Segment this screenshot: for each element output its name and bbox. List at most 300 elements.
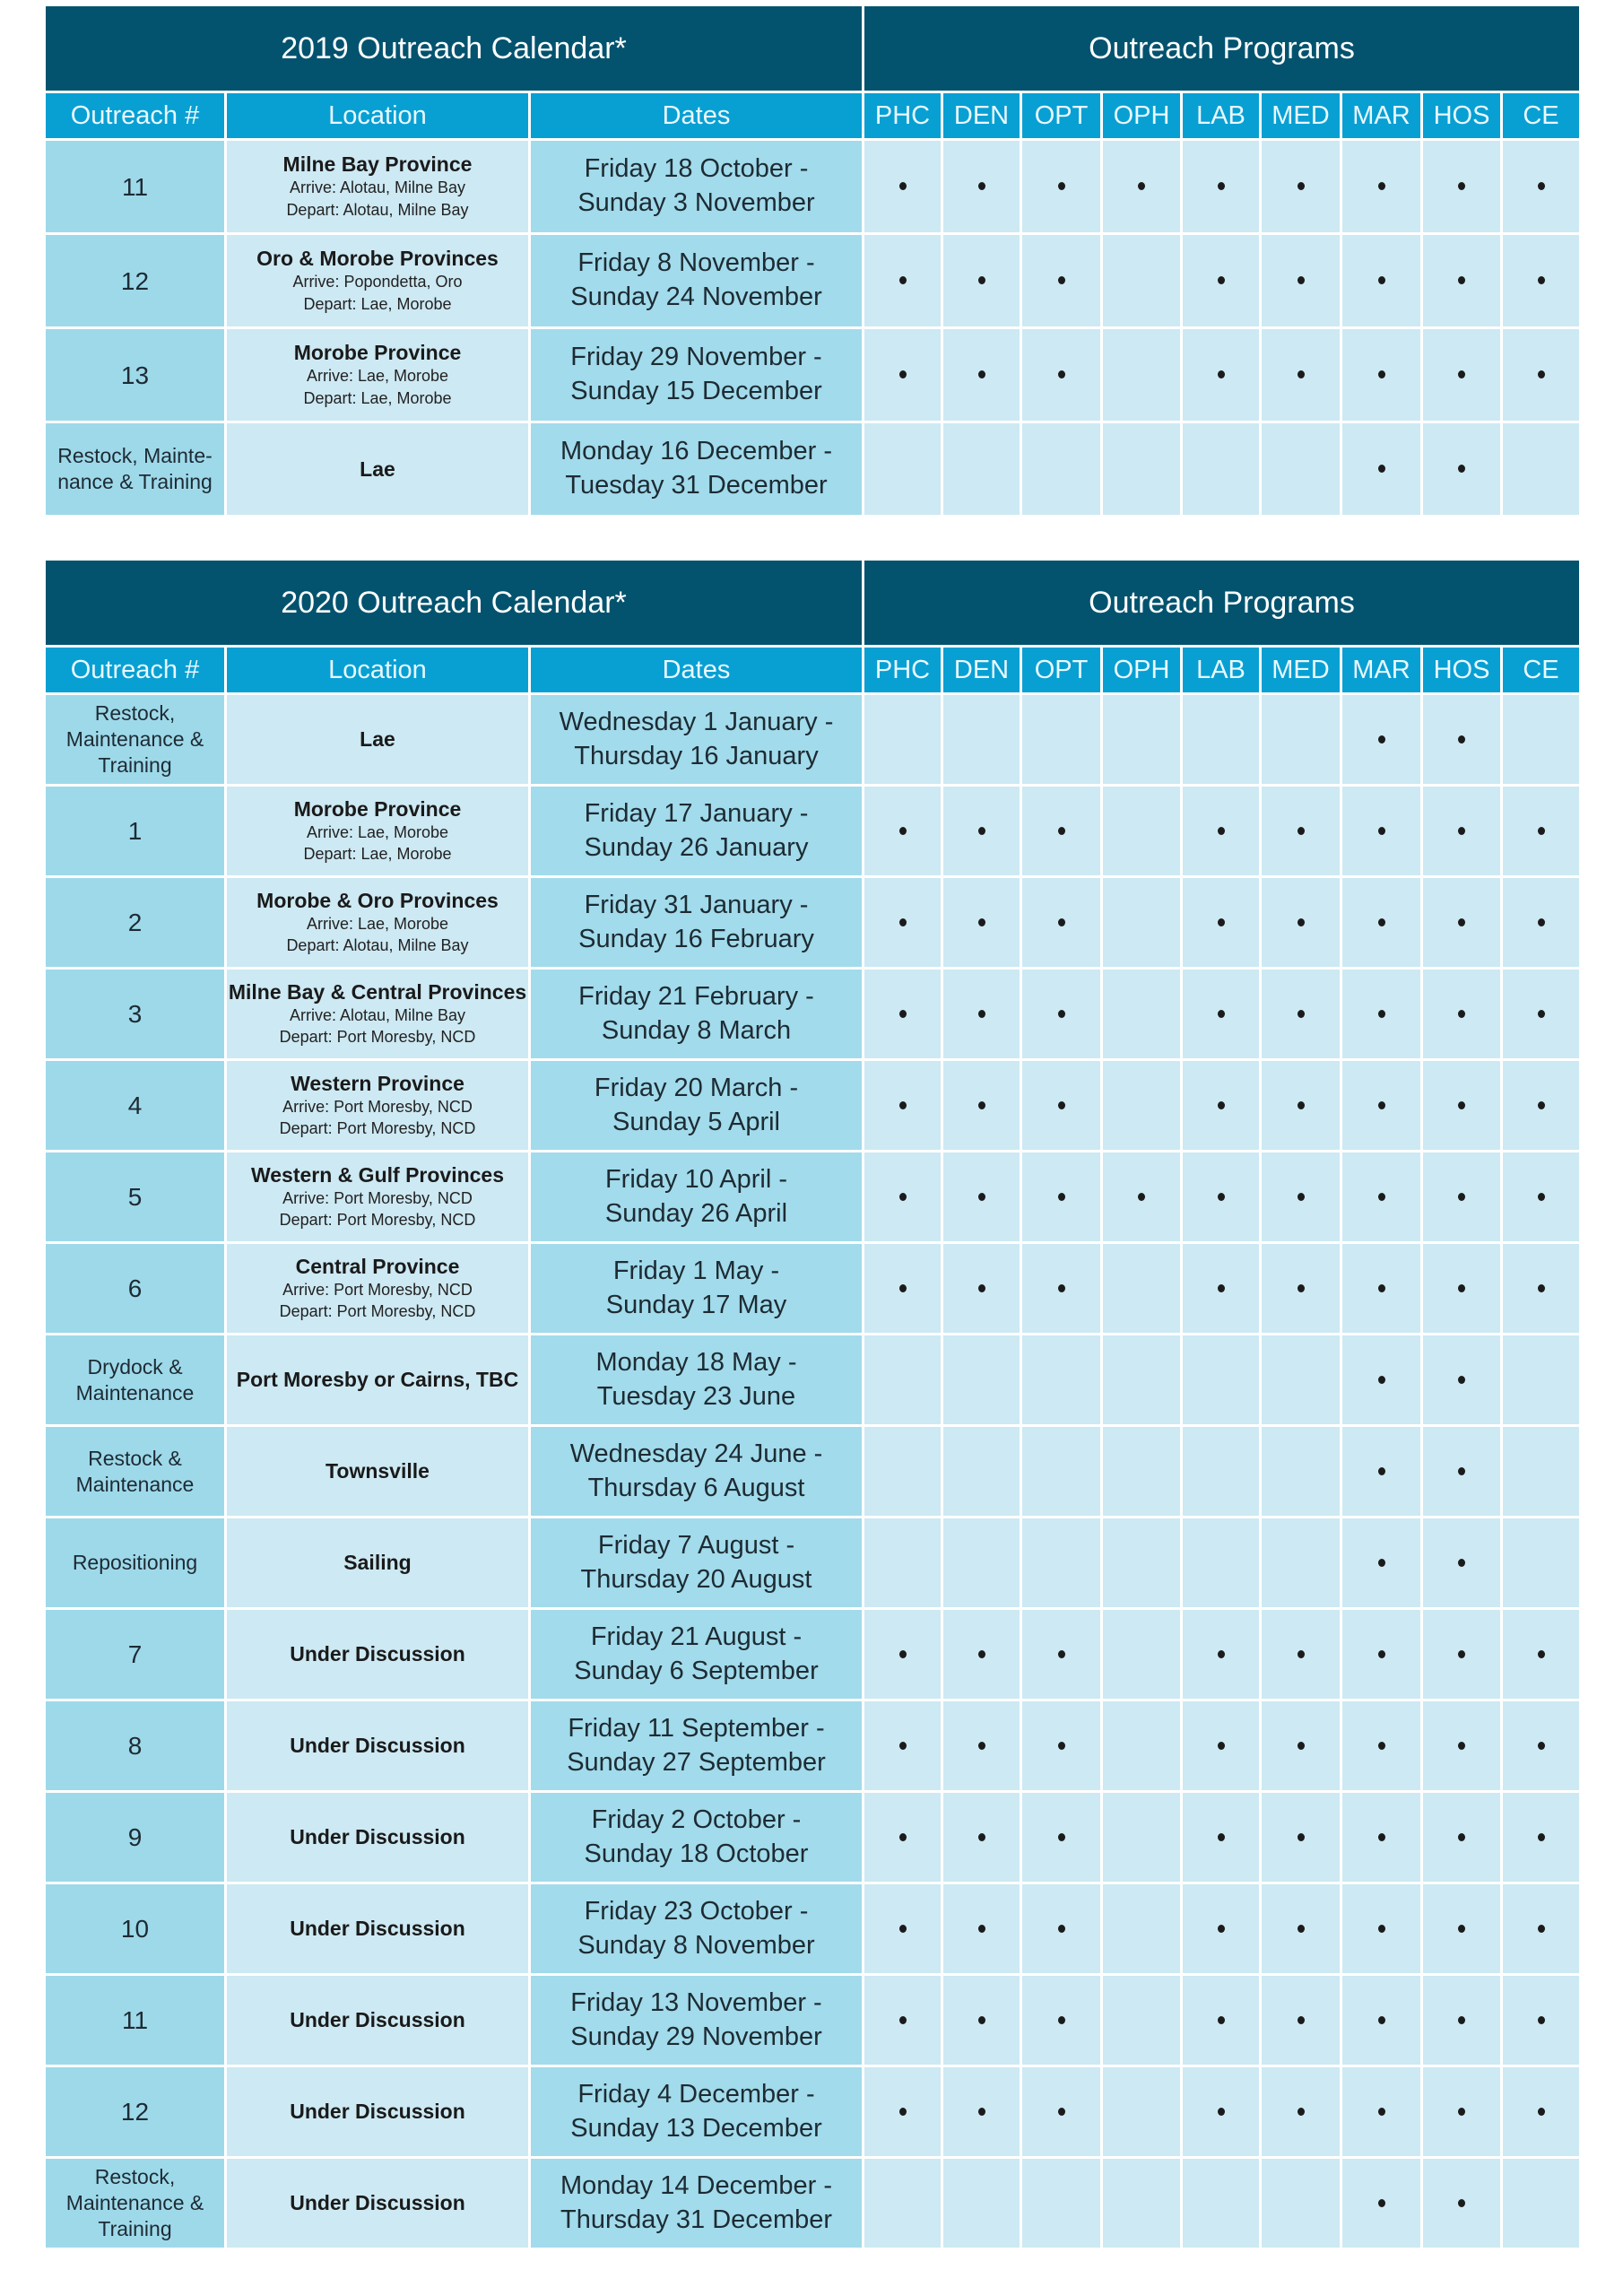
date-end: Thursday 31 December bbox=[560, 2205, 833, 2234]
table-row bbox=[45, 1426, 1581, 1518]
bullet-dot-icon bbox=[1298, 370, 1305, 378]
program-cell-hos bbox=[1422, 1609, 1502, 1700]
outreach-number: 13 bbox=[45, 328, 226, 422]
program-cell-med bbox=[1261, 786, 1341, 877]
program-cell-den bbox=[942, 1152, 1021, 1243]
bullet-dot-icon bbox=[1218, 1101, 1225, 1109]
bullet-dot-icon bbox=[899, 370, 907, 378]
bullet-dot-icon bbox=[978, 1650, 985, 1658]
program-cell-den bbox=[942, 1975, 1021, 2066]
program-cell-oph bbox=[1102, 1883, 1182, 1975]
bullet-dot-icon bbox=[1458, 276, 1465, 284]
program-cell-mar bbox=[1341, 1792, 1422, 1883]
program-cell-phc bbox=[864, 1060, 942, 1152]
bullet-dot-icon bbox=[1298, 276, 1305, 284]
table-row bbox=[45, 1335, 1581, 1426]
bullet-dot-icon bbox=[1538, 1925, 1545, 1933]
location-cell bbox=[226, 1243, 530, 1335]
program-cell-lab bbox=[1182, 1152, 1261, 1243]
location-name: Lae bbox=[360, 727, 395, 751]
bullet-dot-icon bbox=[1458, 827, 1465, 835]
table-row bbox=[45, 140, 1581, 234]
program-cell-ce bbox=[1502, 1518, 1581, 1609]
program-cell-phc bbox=[864, 1243, 942, 1335]
table-row bbox=[45, 2158, 1581, 2249]
program-cell-phc bbox=[864, 1700, 942, 1792]
location-cell bbox=[226, 1700, 530, 1792]
bullet-dot-icon bbox=[1058, 1925, 1065, 1933]
program-cell-med bbox=[1261, 1060, 1341, 1152]
date-end: Thursday 16 January bbox=[574, 741, 819, 770]
bullet-dot-icon bbox=[1378, 1101, 1385, 1109]
calendar-title: 2020 Outreach Calendar* bbox=[45, 560, 864, 647]
program-cell-med bbox=[1261, 969, 1341, 1060]
bullet-dot-icon bbox=[1458, 918, 1465, 926]
program-cell-opt bbox=[1021, 1700, 1102, 1792]
bullet-dot-icon bbox=[978, 1284, 985, 1292]
header-location: Location bbox=[226, 647, 530, 694]
program-cell-lab bbox=[1182, 328, 1261, 422]
program-cell-opt bbox=[1021, 2158, 1102, 2249]
dates-cell bbox=[530, 1518, 864, 1609]
dates-cell bbox=[530, 1700, 864, 1792]
table-row bbox=[45, 1243, 1581, 1335]
bullet-dot-icon bbox=[1218, 1833, 1225, 1841]
bullet-dot-icon bbox=[1138, 182, 1145, 190]
calendar-2020-table bbox=[43, 558, 1582, 2250]
location-cell bbox=[226, 1609, 530, 1700]
program-cell-opt bbox=[1021, 328, 1102, 422]
date-start: Monday 16 December - bbox=[560, 437, 833, 466]
bullet-dot-icon bbox=[1458, 1833, 1465, 1841]
outreach-number: 8 bbox=[45, 1700, 226, 1792]
program-cell-phc bbox=[864, 1335, 942, 1426]
program-cell-hos bbox=[1422, 1426, 1502, 1518]
program-cell-oph bbox=[1102, 1792, 1182, 1883]
program-cell-lab bbox=[1182, 1883, 1261, 1975]
bullet-dot-icon bbox=[1458, 1101, 1465, 1109]
program-cell-mar bbox=[1341, 1700, 1422, 1792]
program-cell-med bbox=[1261, 2158, 1341, 2249]
program-cell-phc bbox=[864, 1426, 942, 1518]
bullet-dot-icon bbox=[1538, 2016, 1545, 2024]
program-cell-den bbox=[942, 2158, 1021, 2249]
program-cell-hos bbox=[1422, 2158, 1502, 2249]
date-start: Friday 29 November - bbox=[570, 343, 822, 372]
program-cell-hos bbox=[1422, 969, 1502, 1060]
table-row bbox=[45, 1883, 1581, 1975]
location-cell bbox=[226, 140, 530, 234]
bullet-dot-icon bbox=[1298, 1650, 1305, 1658]
date-end: Sunday 6 September bbox=[574, 1656, 819, 1685]
date-end: Sunday 15 December bbox=[570, 377, 822, 405]
dates-cell bbox=[530, 328, 864, 422]
outreach-number: Repositioning bbox=[45, 1518, 226, 1609]
location-name: Under Discussion bbox=[290, 2100, 465, 2123]
program-cell-mar bbox=[1341, 1426, 1422, 1518]
date-end: Sunday 29 November bbox=[570, 2022, 822, 2051]
date-start: Friday 13 November - bbox=[570, 1987, 822, 2017]
program-cell-lab bbox=[1182, 2158, 1261, 2249]
outreach-number: 4 bbox=[45, 1060, 226, 1152]
program-cell-med bbox=[1261, 1700, 1341, 1792]
depart-port: Depart: Port Moresby, NCD bbox=[279, 1211, 476, 1229]
dates-cell bbox=[530, 2158, 864, 2249]
program-cell-med bbox=[1261, 422, 1341, 517]
program-cell-med bbox=[1261, 877, 1341, 969]
date-start: Friday 20 March - bbox=[594, 1073, 799, 1102]
bullet-dot-icon bbox=[899, 182, 907, 190]
table-row bbox=[45, 786, 1581, 877]
outreach-number: Restock & Maintenance bbox=[45, 1426, 226, 1518]
table-row bbox=[45, 234, 1581, 328]
program-cell-lab bbox=[1182, 1518, 1261, 1609]
date-start: Friday 4 December - bbox=[577, 2079, 815, 2109]
dates-cell bbox=[530, 969, 864, 1060]
location-name: Milne Bay & Central Provinces bbox=[228, 979, 527, 1004]
bullet-dot-icon bbox=[1538, 2108, 1545, 2116]
program-cell-opt bbox=[1021, 422, 1102, 517]
bullet-dot-icon bbox=[1378, 1742, 1385, 1750]
table-row bbox=[45, 969, 1581, 1060]
outreach-number: 11 bbox=[45, 140, 226, 234]
program-cell-opt bbox=[1021, 1975, 1102, 2066]
program-cell-mar bbox=[1341, 1335, 1422, 1426]
table-row bbox=[45, 2066, 1581, 2158]
program-cell-phc bbox=[864, 2066, 942, 2158]
program-cell-opt bbox=[1021, 1243, 1102, 1335]
program-cell-opt bbox=[1021, 786, 1102, 877]
program-cell-lab bbox=[1182, 786, 1261, 877]
program-cell-mar bbox=[1341, 1609, 1422, 1700]
bullet-dot-icon bbox=[1378, 1559, 1385, 1567]
program-cell-oph bbox=[1102, 1335, 1182, 1426]
program-cell-hos bbox=[1422, 2066, 1502, 2158]
bullet-dot-icon bbox=[1378, 2108, 1385, 2116]
bullet-dot-icon bbox=[1458, 1650, 1465, 1658]
program-cell-ce bbox=[1502, 2158, 1581, 2249]
location-cell bbox=[226, 328, 530, 422]
bullet-dot-icon bbox=[1538, 182, 1545, 190]
dates-cell bbox=[530, 1975, 864, 2066]
bullet-dot-icon bbox=[1058, 827, 1065, 835]
bullet-dot-icon bbox=[1458, 1467, 1465, 1475]
program-cell-mar bbox=[1341, 1060, 1422, 1152]
bullet-dot-icon bbox=[1298, 1193, 1305, 1201]
outreach-number: 9 bbox=[45, 1792, 226, 1883]
table-row bbox=[45, 877, 1581, 969]
bullet-dot-icon bbox=[1538, 1101, 1545, 1109]
depart-port: Depart: Lae, Morobe bbox=[303, 294, 452, 313]
outreach-number: 11 bbox=[45, 1975, 226, 2066]
location-name: Central Province bbox=[295, 1254, 460, 1278]
bullet-dot-icon bbox=[899, 276, 907, 284]
location-name: Morobe Province bbox=[293, 796, 462, 821]
bullet-dot-icon bbox=[1298, 1833, 1305, 1841]
location-name: Western & Gulf Provinces bbox=[250, 1162, 505, 1187]
program-cell-mar bbox=[1341, 234, 1422, 328]
header-outreach: Outreach # bbox=[45, 92, 226, 140]
bullet-dot-icon bbox=[1058, 1284, 1065, 1292]
bullet-dot-icon bbox=[1378, 370, 1385, 378]
bullet-dot-icon bbox=[1538, 276, 1545, 284]
header-outreach: Outreach # bbox=[45, 647, 226, 694]
location-name: Milne Bay Province bbox=[282, 152, 473, 177]
bullet-dot-icon bbox=[1058, 1650, 1065, 1658]
program-cell-hos bbox=[1422, 1883, 1502, 1975]
program-cell-hos bbox=[1422, 877, 1502, 969]
program-cell-oph bbox=[1102, 1243, 1182, 1335]
date-end: Sunday 27 September bbox=[567, 1747, 826, 1777]
location-cell bbox=[226, 1792, 530, 1883]
program-cell-den bbox=[942, 1518, 1021, 1609]
date-end: Sunday 17 May bbox=[605, 1290, 787, 1319]
location-cell bbox=[226, 1152, 530, 1243]
program-cell-opt bbox=[1021, 140, 1102, 234]
arrive-port: Arrive: Lae, Morobe bbox=[306, 367, 449, 386]
program-cell-oph bbox=[1102, 1426, 1182, 1518]
date-start: Wednesday 24 June - bbox=[569, 1439, 823, 1468]
header-location: Location bbox=[226, 92, 530, 140]
date-end: Thursday 20 August bbox=[580, 1564, 812, 1594]
program-cell-opt bbox=[1021, 1883, 1102, 1975]
date-start: Friday 7 August - bbox=[597, 1530, 795, 1560]
header-program-mar: MAR bbox=[1341, 92, 1422, 140]
date-start: Friday 2 October - bbox=[591, 1805, 802, 1834]
bullet-dot-icon bbox=[978, 370, 985, 378]
bullet-dot-icon bbox=[978, 1193, 985, 1201]
date-start: Friday 23 October - bbox=[584, 1896, 809, 1926]
bullet-dot-icon bbox=[1218, 827, 1225, 835]
program-cell-med bbox=[1261, 1883, 1341, 1975]
header-program-den: DEN bbox=[942, 647, 1021, 694]
program-cell-den bbox=[942, 786, 1021, 877]
header-program-lab: LAB bbox=[1182, 647, 1261, 694]
header-program-hos: HOS bbox=[1422, 647, 1502, 694]
bullet-dot-icon bbox=[1378, 1833, 1385, 1841]
outreach-number: Restock, Maintenance & Training bbox=[45, 2158, 226, 2249]
program-cell-opt bbox=[1021, 2066, 1102, 2158]
date-start: Friday 8 November - bbox=[577, 248, 815, 278]
location-cell bbox=[226, 422, 530, 517]
location-name: Western Province bbox=[291, 1071, 464, 1095]
bullet-dot-icon bbox=[978, 1925, 985, 1933]
dates-cell bbox=[530, 1152, 864, 1243]
header-program-oph: OPH bbox=[1102, 647, 1182, 694]
header-program-oph: OPH bbox=[1102, 92, 1182, 140]
program-cell-lab bbox=[1182, 1792, 1261, 1883]
program-cell-hos bbox=[1422, 328, 1502, 422]
program-cell-ce bbox=[1502, 1609, 1581, 1700]
date-start: Friday 17 January - bbox=[584, 798, 809, 828]
program-cell-phc bbox=[864, 1975, 942, 2066]
location-cell bbox=[226, 1060, 530, 1152]
arrive-port: Arrive: Alotau, Milne Bay bbox=[289, 1005, 466, 1024]
programs-title: Outreach Programs bbox=[864, 560, 1581, 647]
program-cell-hos bbox=[1422, 694, 1502, 786]
table-row bbox=[45, 1609, 1581, 1700]
program-cell-opt bbox=[1021, 1152, 1102, 1243]
program-cell-ce bbox=[1502, 1883, 1581, 1975]
bullet-dot-icon bbox=[1458, 370, 1465, 378]
program-cell-hos bbox=[1422, 1518, 1502, 1609]
program-cell-oph bbox=[1102, 2066, 1182, 2158]
program-cell-hos bbox=[1422, 422, 1502, 517]
bullet-dot-icon bbox=[1458, 1376, 1465, 1384]
bullet-dot-icon bbox=[1538, 1284, 1545, 1292]
date-end: Sunday 26 April bbox=[604, 1198, 788, 1228]
bullet-dot-icon bbox=[1298, 2016, 1305, 2024]
bullet-dot-icon bbox=[1298, 182, 1305, 190]
bullet-dot-icon bbox=[1058, 1010, 1065, 1018]
outreach-number: 12 bbox=[45, 234, 226, 328]
program-cell-ce bbox=[1502, 1243, 1581, 1335]
date-end: Sunday 24 November bbox=[570, 283, 822, 311]
program-cell-oph bbox=[1102, 422, 1182, 517]
program-cell-ce bbox=[1502, 140, 1581, 234]
depart-port: Depart: Alotau, Milne Bay bbox=[286, 936, 469, 954]
program-cell-ce bbox=[1502, 2066, 1581, 2158]
program-cell-mar bbox=[1341, 2066, 1422, 2158]
program-cell-med bbox=[1261, 1792, 1341, 1883]
outreach-number: 6 bbox=[45, 1243, 226, 1335]
bullet-dot-icon bbox=[1378, 1193, 1385, 1201]
date-end: Sunday 18 October bbox=[584, 1839, 809, 1868]
arrive-port: Arrive: Lae, Morobe bbox=[306, 822, 449, 841]
bullet-dot-icon bbox=[1218, 370, 1225, 378]
table-row bbox=[45, 694, 1581, 786]
location-name: Port Moresby or Cairns, TBC bbox=[236, 1368, 519, 1391]
bullet-dot-icon bbox=[1378, 1467, 1385, 1475]
outreach-number: 7 bbox=[45, 1609, 226, 1700]
program-cell-opt bbox=[1021, 234, 1102, 328]
outreach-number: 5 bbox=[45, 1152, 226, 1243]
program-cell-mar bbox=[1341, 786, 1422, 877]
bullet-dot-icon bbox=[899, 2108, 907, 2116]
location-name: Under Discussion bbox=[290, 1642, 465, 1665]
location-cell bbox=[226, 877, 530, 969]
program-cell-phc bbox=[864, 140, 942, 234]
bullet-dot-icon bbox=[978, 827, 985, 835]
depart-port: Depart: Lae, Morobe bbox=[303, 388, 452, 407]
date-end: Sunday 3 November bbox=[577, 188, 815, 217]
depart-port: Depart: Alotau, Milne Bay bbox=[286, 200, 469, 219]
program-cell-lab bbox=[1182, 1335, 1261, 1426]
program-cell-oph bbox=[1102, 1975, 1182, 2066]
outreach-number: 2 bbox=[45, 877, 226, 969]
program-cell-ce bbox=[1502, 1426, 1581, 1518]
bullet-dot-icon bbox=[1298, 918, 1305, 926]
bullet-dot-icon bbox=[1458, 1010, 1465, 1018]
table-row bbox=[45, 1152, 1581, 1243]
bullet-dot-icon bbox=[1538, 1650, 1545, 1658]
program-cell-lab bbox=[1182, 1700, 1261, 1792]
date-end: Sunday 8 March bbox=[601, 1015, 792, 1045]
depart-port: Depart: Port Moresby, NCD bbox=[279, 1028, 476, 1046]
location-cell bbox=[226, 969, 530, 1060]
arrive-port: Arrive: Port Moresby, NCD bbox=[282, 1097, 473, 1116]
program-cell-lab bbox=[1182, 1243, 1261, 1335]
bullet-dot-icon bbox=[1298, 1101, 1305, 1109]
program-cell-opt bbox=[1021, 1060, 1102, 1152]
table-row bbox=[45, 1975, 1581, 2066]
program-cell-hos bbox=[1422, 1792, 1502, 1883]
bullet-dot-icon bbox=[1218, 276, 1225, 284]
program-cell-hos bbox=[1422, 1975, 1502, 2066]
header-program-phc: PHC bbox=[864, 647, 942, 694]
program-cell-lab bbox=[1182, 1609, 1261, 1700]
depart-port: Depart: Lae, Morobe bbox=[303, 845, 452, 863]
program-cell-opt bbox=[1021, 969, 1102, 1060]
header-program-ce: CE bbox=[1502, 92, 1581, 140]
location-name: Sailing bbox=[343, 1551, 412, 1574]
program-cell-hos bbox=[1422, 234, 1502, 328]
bullet-dot-icon bbox=[1378, 1010, 1385, 1018]
bullet-dot-icon bbox=[1378, 918, 1385, 926]
bullet-dot-icon bbox=[1378, 1650, 1385, 1658]
location-name: Lae bbox=[360, 457, 395, 481]
dates-cell bbox=[530, 234, 864, 328]
date-start: Wednesday 1 January - bbox=[559, 707, 834, 736]
bullet-dot-icon bbox=[899, 1193, 907, 1201]
program-cell-mar bbox=[1341, 1243, 1422, 1335]
program-cell-mar bbox=[1341, 1883, 1422, 1975]
dates-cell bbox=[530, 694, 864, 786]
location-name: Morobe & Oro Provinces bbox=[256, 888, 499, 912]
program-cell-lab bbox=[1182, 2066, 1261, 2158]
program-cell-mar bbox=[1341, 328, 1422, 422]
program-cell-hos bbox=[1422, 140, 1502, 234]
bullet-dot-icon bbox=[1538, 1010, 1545, 1018]
program-cell-mar bbox=[1341, 969, 1422, 1060]
program-cell-opt bbox=[1021, 1609, 1102, 1700]
program-cell-den bbox=[942, 328, 1021, 422]
program-cell-den bbox=[942, 694, 1021, 786]
arrive-port: Arrive: Alotau, Milne Bay bbox=[289, 178, 466, 197]
bullet-dot-icon bbox=[899, 2016, 907, 2024]
program-cell-phc bbox=[864, 234, 942, 328]
program-cell-lab bbox=[1182, 877, 1261, 969]
location-name: Under Discussion bbox=[290, 1825, 465, 1848]
header-program-lab: LAB bbox=[1182, 92, 1261, 140]
bullet-dot-icon bbox=[1378, 465, 1385, 473]
program-cell-opt bbox=[1021, 877, 1102, 969]
bullet-dot-icon bbox=[1458, 1559, 1465, 1567]
dates-cell bbox=[530, 1426, 864, 1518]
program-cell-lab bbox=[1182, 1975, 1261, 2066]
bullet-dot-icon bbox=[1378, 182, 1385, 190]
calendar-2019-rows bbox=[45, 140, 1581, 517]
program-cell-mar bbox=[1341, 1518, 1422, 1609]
program-cell-ce bbox=[1502, 969, 1581, 1060]
bullet-dot-icon bbox=[1058, 1833, 1065, 1841]
date-start: Friday 10 April - bbox=[604, 1164, 788, 1194]
program-cell-ce bbox=[1502, 1060, 1581, 1152]
date-start: Friday 1 May - bbox=[612, 1256, 780, 1285]
bullet-dot-icon bbox=[899, 827, 907, 835]
programs-title: Outreach Programs bbox=[864, 5, 1581, 92]
program-cell-med bbox=[1261, 1426, 1341, 1518]
bullet-dot-icon bbox=[1058, 276, 1065, 284]
program-cell-mar bbox=[1341, 140, 1422, 234]
bullet-dot-icon bbox=[1058, 2108, 1065, 2116]
program-cell-opt bbox=[1021, 1792, 1102, 1883]
bullet-dot-icon bbox=[978, 1010, 985, 1018]
bullet-dot-icon bbox=[899, 1650, 907, 1658]
date-start: Friday 11 September - bbox=[568, 1713, 825, 1743]
date-start: Monday 14 December - bbox=[560, 2170, 833, 2200]
program-cell-oph bbox=[1102, 786, 1182, 877]
